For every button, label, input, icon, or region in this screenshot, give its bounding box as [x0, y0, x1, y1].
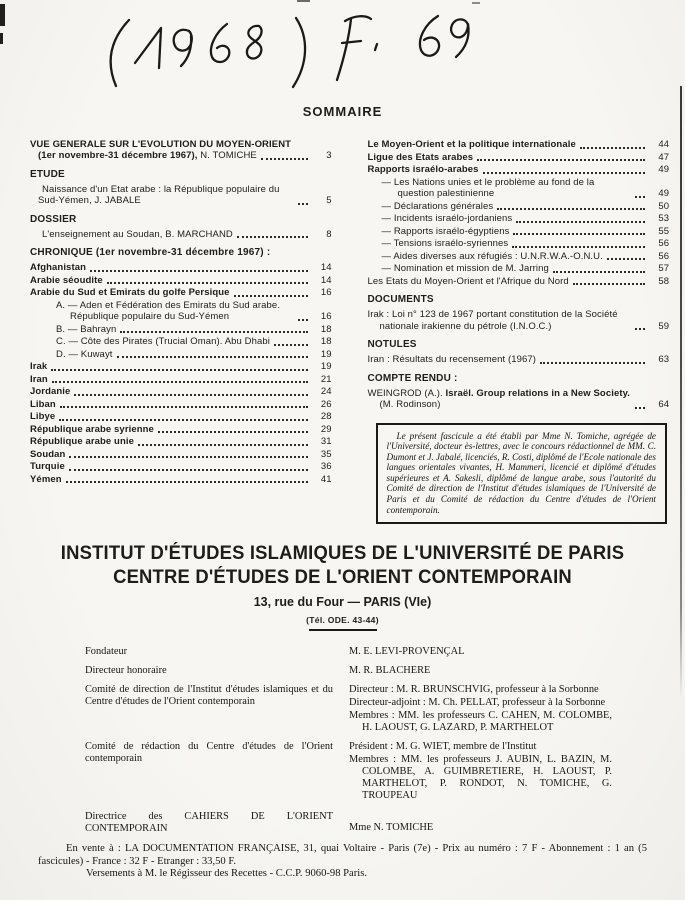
- toc-section-heading: DOSSIER: [30, 213, 77, 225]
- toc-section-heading: DOCUMENTS: [367, 294, 434, 305]
- staff-role-value: [349, 741, 612, 803]
- toc-entry-label: A. — Aden et Fédération des Emirats du Sud arabe. République populaire du Sud-Yémen: [56, 299, 281, 322]
- toc-page-number: 16: [320, 311, 332, 322]
- toc-entry-label: Naissance d'un Etat arabe : la République populaire du Sud-Yémen, J. JABALE: [38, 183, 280, 206]
- toc-leader-dots: [516, 221, 645, 223]
- toc-page-number: 53: [658, 213, 669, 224]
- payment-info: Versements à M. le Régisseur des Recettes - C.C.P. 9060-98 Paris.: [86, 868, 367, 880]
- toc-page-number: 49: [658, 188, 669, 199]
- page-title: SOMMAIRE: [302, 104, 383, 119]
- toc-page-number: 24: [320, 386, 332, 397]
- toc-page-number: 8: [326, 228, 332, 240]
- toc-entry: [30, 411, 332, 423]
- toc-leader-dots: [117, 356, 308, 358]
- toc-entry: [368, 276, 670, 288]
- toc-leader-dots: [120, 331, 307, 333]
- staff-row: [85, 811, 612, 835]
- toc-section-heading: NOTULES: [367, 339, 417, 350]
- toc-entry: [368, 164, 670, 176]
- toc-entry-label: Arabie du Sud et Emirats du golfe Persique: [30, 287, 230, 298]
- toc-page-number: 21: [320, 373, 332, 385]
- toc-page-number: 35: [320, 448, 332, 460]
- toc-entry-label: B. — Bahrayn: [56, 323, 117, 335]
- toc-leader-dots: [234, 295, 308, 297]
- toc-page-number: 31: [320, 436, 332, 447]
- toc-entry-label: Turquie: [30, 461, 65, 472]
- toc-leader-dots: [573, 283, 645, 285]
- toc-page-number: 14: [320, 274, 332, 286]
- toc-leader-dots: [66, 481, 308, 483]
- toc-leader-dots: [512, 246, 645, 248]
- toc-page-number: 44: [658, 139, 669, 150]
- toc-entry-label: (1er novembre-31 décembre 1967), N. TOMICHE: [38, 150, 257, 161]
- toc-entry-label: Yémen: [30, 473, 62, 485]
- toc-entry: [30, 374, 332, 386]
- staff-role-value: [349, 822, 612, 835]
- toc-page-number: 64: [658, 399, 669, 410]
- toc-page-number: 26: [320, 398, 332, 410]
- toc-entry-label: — Les Nations unies et le problème au fond de la question palestinienne: [381, 176, 595, 199]
- toc-page-number: 19: [320, 348, 332, 360]
- staff-line: Membres : MM. les professeurs C. CAHEN, M. COLOMBE, H. LAOUST, G. LAZARD, P. MARTHELOT: [349, 710, 612, 734]
- toc-entry: [368, 201, 670, 213]
- toc-leader-dots: [635, 328, 645, 330]
- toc-entry: [368, 354, 670, 366]
- toc-entry-label: Afghanistan: [30, 262, 86, 273]
- toc-entry-label: Arabie séoudite: [30, 274, 103, 286]
- toc-entry-label: Rapports israélo-arabes: [367, 164, 479, 175]
- staff-line: M. E. LEVI-PROVENÇAL: [349, 646, 465, 658]
- divider-rule: [309, 629, 377, 631]
- toc-leader-dots: [59, 419, 307, 421]
- toc-leader-dots: [90, 270, 308, 272]
- toc-leader-dots: [540, 362, 645, 364]
- toc-entry-headline: VUE GENERALE SUR L'EVOLUTION DU MOYEN-ORIENT: [30, 139, 292, 150]
- staff-line: Membres : MM. les professeurs J. AUBIN, L. BAZIN, M. COLOMBE, A. GUIMBRETIERE, H. LAOUST, P. MARTHELOT, P. RONDOT, N. TOMICHE, G. TROUPEAU: [349, 754, 612, 802]
- toc-page-number: 49: [658, 164, 669, 175]
- toc-entry: [368, 263, 670, 275]
- toc-entry: [30, 229, 332, 241]
- toc-entry-label: Le Moyen-Orient et la politique internationale: [367, 139, 576, 150]
- toc-entry: [30, 287, 332, 299]
- toc-leader-dots: [158, 431, 308, 433]
- staff-role-value: [349, 665, 612, 678]
- staff-role-label: Comité de rédaction du Centre d'études de l'Orient contemporain: [85, 741, 333, 765]
- toc-entry-label: C. — Côte des Pirates (Trucial Oman). Abu Dhabi: [56, 336, 270, 347]
- toc-entry-label: WEINGROD (A.). Israël. Group relations in a New Society. (M. Rodinson): [367, 387, 631, 410]
- toc-entry-label: — Nomination et mission de M. Jarring: [381, 263, 549, 274]
- toc-page-number: 3: [326, 150, 332, 161]
- staff-role-value: [349, 684, 612, 735]
- toc-entry: [30, 300, 332, 323]
- toc-entry-label: République arabe unie: [30, 436, 134, 447]
- toc-leader-dots: [107, 282, 308, 284]
- toc-leader-dots: [553, 271, 645, 273]
- toc-entry: [368, 152, 670, 164]
- institute-title-line1: INSTITUT D'ÉTUDES ISLAMIQUES DE L'UNIVERSITÉ DE PARIS: [60, 543, 625, 565]
- staff-role-label: Directeur honoraire: [85, 665, 167, 677]
- institute-header: [0, 542, 685, 631]
- toc-entry-label: Les Etats du Moyen-Orient et l'Afrique du Nord: [367, 275, 569, 287]
- toc-page-number: 58: [658, 275, 669, 287]
- toc-page-number: 16: [320, 287, 332, 298]
- toc-entry-label: — Aides diverses aux réfugiés : U.N.R.W.A.-O.N.U.: [381, 250, 603, 262]
- staff-row: [85, 741, 612, 803]
- staff-row: [85, 646, 612, 659]
- toc-leader-dots: [69, 469, 308, 471]
- toc-page-number: 57: [658, 263, 669, 274]
- handwritten-annotation: [0, 0, 685, 95]
- toc-page-number: 63: [658, 354, 669, 365]
- staff-row: [85, 665, 612, 678]
- toc-page-number: 50: [658, 200, 669, 212]
- toc-entry-label: Iran : Résultats du recensement (1967): [367, 354, 537, 365]
- editorial-note-box: Le présent fascicule a été établi par Mme N. Tomiche, agrégée de l'Université, docteur ès-lettres, avec le concours rédactionnel de MM. C. Dumont et J. Jabalé, licenciés, R. Costi, diplômé de l'Ecole nationale des langues orientales vivantes, H. Mammeri, licencié et diplômé d'études supérieures et A. Sakesli, diplômé de langue arabe, sous l'autorité du Comité de direction de l'Institut d'études islamiques de l'Université de Paris et du Comité de rédaction du Centre d'études de l'Orient contemporain.: [376, 423, 668, 525]
- toc-leader-dots: [580, 147, 645, 149]
- staff-line: Directeur-adjoint : M. Ch. PELLAT, professeur à la Sorbonne: [349, 697, 606, 709]
- toc-entry-label: Irak: [30, 361, 48, 372]
- institute-phone: (Tél. ODE. 43-44): [306, 615, 379, 626]
- staff-role-label: Fondateur: [85, 646, 128, 658]
- toc-leader-dots: [51, 369, 307, 371]
- toc-leader-dots: [298, 203, 308, 205]
- scan-edge-line: [680, 86, 682, 698]
- toc-leader-dots: [477, 159, 645, 161]
- toc-leader-dots: [607, 258, 645, 260]
- toc-leader-dots: [274, 344, 308, 346]
- toc-entry-label: Liban: [30, 398, 56, 410]
- toc-entry: [30, 436, 332, 448]
- toc-leader-dots: [635, 196, 645, 198]
- staff-line: M. R. BLACHERE: [349, 665, 431, 677]
- toc-page-number: 56: [658, 250, 669, 262]
- toc-entry-label: Iran: [30, 373, 48, 385]
- toc-entry: [30, 349, 332, 361]
- toc-leader-dots: [237, 236, 308, 238]
- toc-page-number: 18: [320, 336, 332, 347]
- toc-entry: [368, 213, 670, 225]
- toc-page-number: 47: [658, 151, 669, 163]
- staff-list: [85, 646, 612, 835]
- sales-footer: [38, 843, 647, 881]
- toc-leader-dots: [74, 394, 307, 396]
- toc-page-number: 19: [320, 361, 332, 372]
- toc-section-heading: ETUDE: [30, 168, 65, 180]
- table-of-contents: [0, 119, 685, 524]
- toc-entry-label: Libye: [30, 411, 56, 422]
- toc-page-number: 14: [320, 262, 332, 273]
- toc-leader-dots: [261, 158, 308, 160]
- toc-entry-label: D. — Kuwayt: [56, 348, 113, 360]
- toc-leader-dots: [483, 172, 645, 174]
- toc-page-number: 36: [320, 461, 332, 472]
- staff-line: Directeur : M. R. BRUNSCHVIG, professeur à la Sorbonne: [349, 684, 599, 696]
- toc-entry: [368, 238, 670, 250]
- staff-line: Mme N. TOMICHE: [349, 822, 434, 834]
- toc-page-number: 5: [326, 195, 332, 206]
- toc-page-number: 59: [658, 320, 669, 332]
- toc-leader-dots: [69, 456, 307, 458]
- toc-column-right: [368, 139, 670, 524]
- sales-info: En vente à : LA DOCUMENTATION FRANÇAISE, 31, quai Voltaire - Paris (7e) - Prix au numéro : 7 F - Abonnement : 1 an (5 fascicules) - France : 32 F - Etranger : 33,50 F.: [38, 843, 647, 867]
- toc-entry-label: Jordanie: [30, 386, 71, 397]
- toc-leader-dots: [60, 406, 308, 408]
- toc-entry: [368, 226, 670, 238]
- toc-entry: [30, 474, 332, 486]
- toc-leader-dots: [138, 444, 308, 446]
- toc-entry-label: Soudan: [30, 448, 66, 460]
- toc-entry-label: — Tensions israélo-syriennes: [381, 238, 509, 249]
- toc-entry: [368, 309, 670, 332]
- toc-entry: [30, 139, 332, 162]
- toc-leader-dots: [52, 381, 308, 383]
- toc-leader-dots: [513, 233, 645, 235]
- toc-entry-label: — Rapports israélo-égyptiens: [381, 225, 510, 237]
- toc-leader-dots: [298, 319, 308, 321]
- institute-address: 13, rue du Four — PARIS (VIe): [253, 595, 432, 610]
- toc-entry: [368, 139, 670, 151]
- toc-page-number: 28: [320, 411, 332, 422]
- toc-section-heading: CHRONIQUE (1er novembre-31 décembre 1967) :: [30, 247, 271, 258]
- staff-role-label: Comité de direction de l'Institut d'études islamiques et du Centre d'études de l'Orient contemporain: [85, 684, 333, 708]
- toc-entry: [30, 399, 332, 411]
- toc-entry: [30, 461, 332, 473]
- toc-entry-label: République arabe syrienne: [30, 423, 154, 435]
- toc-entry-label: Ligue des Etats arabes: [367, 151, 474, 163]
- staff-row: [85, 684, 612, 735]
- toc-entry-label: — Incidents israélo-jordaniens: [381, 213, 513, 224]
- toc-leader-dots: [635, 407, 645, 409]
- toc-entry: [30, 336, 332, 348]
- toc-entry: [30, 324, 332, 336]
- toc-entry: [30, 184, 332, 207]
- toc-page-number: 56: [658, 238, 669, 249]
- toc-entry: [30, 449, 332, 461]
- toc-page-number: 41: [320, 473, 332, 485]
- staff-role-label: Directrice des CAHIERS DE L'ORIENT CONTEMPORAIN: [85, 811, 333, 835]
- toc-entry: [30, 386, 332, 398]
- toc-entry-label: — Déclarations générales: [381, 200, 494, 212]
- toc-entry: [30, 361, 332, 373]
- toc-entry: [368, 251, 670, 263]
- toc-entry: [30, 262, 332, 274]
- toc-entry: [368, 177, 670, 200]
- staff-line: Président : M. G. WIET, membre de l'Institut: [349, 741, 537, 753]
- institute-title-line2: CENTRE D'ÉTUDES DE L'ORIENT CONTEMPORAIN: [113, 567, 572, 589]
- toc-column-left: [30, 139, 332, 524]
- toc-page-number: 18: [320, 323, 332, 335]
- toc-page-number: 55: [658, 225, 669, 237]
- toc-leader-dots: [497, 208, 645, 210]
- toc-entry: [30, 275, 332, 287]
- toc-section-heading: COMPTE RENDU :: [367, 372, 458, 384]
- staff-role-value: [349, 646, 612, 659]
- toc-entry: [30, 424, 332, 436]
- toc-entry: [368, 388, 670, 411]
- toc-entry-label: L'enseignement au Soudan, B. MARCHAND: [42, 228, 233, 240]
- toc-entry-label: Irak : Loi n° 123 de 1967 portant constitution de la Société nationale irakienne du pétrole (I.N.O.C.): [367, 309, 618, 332]
- toc-page-number: 29: [320, 423, 332, 435]
